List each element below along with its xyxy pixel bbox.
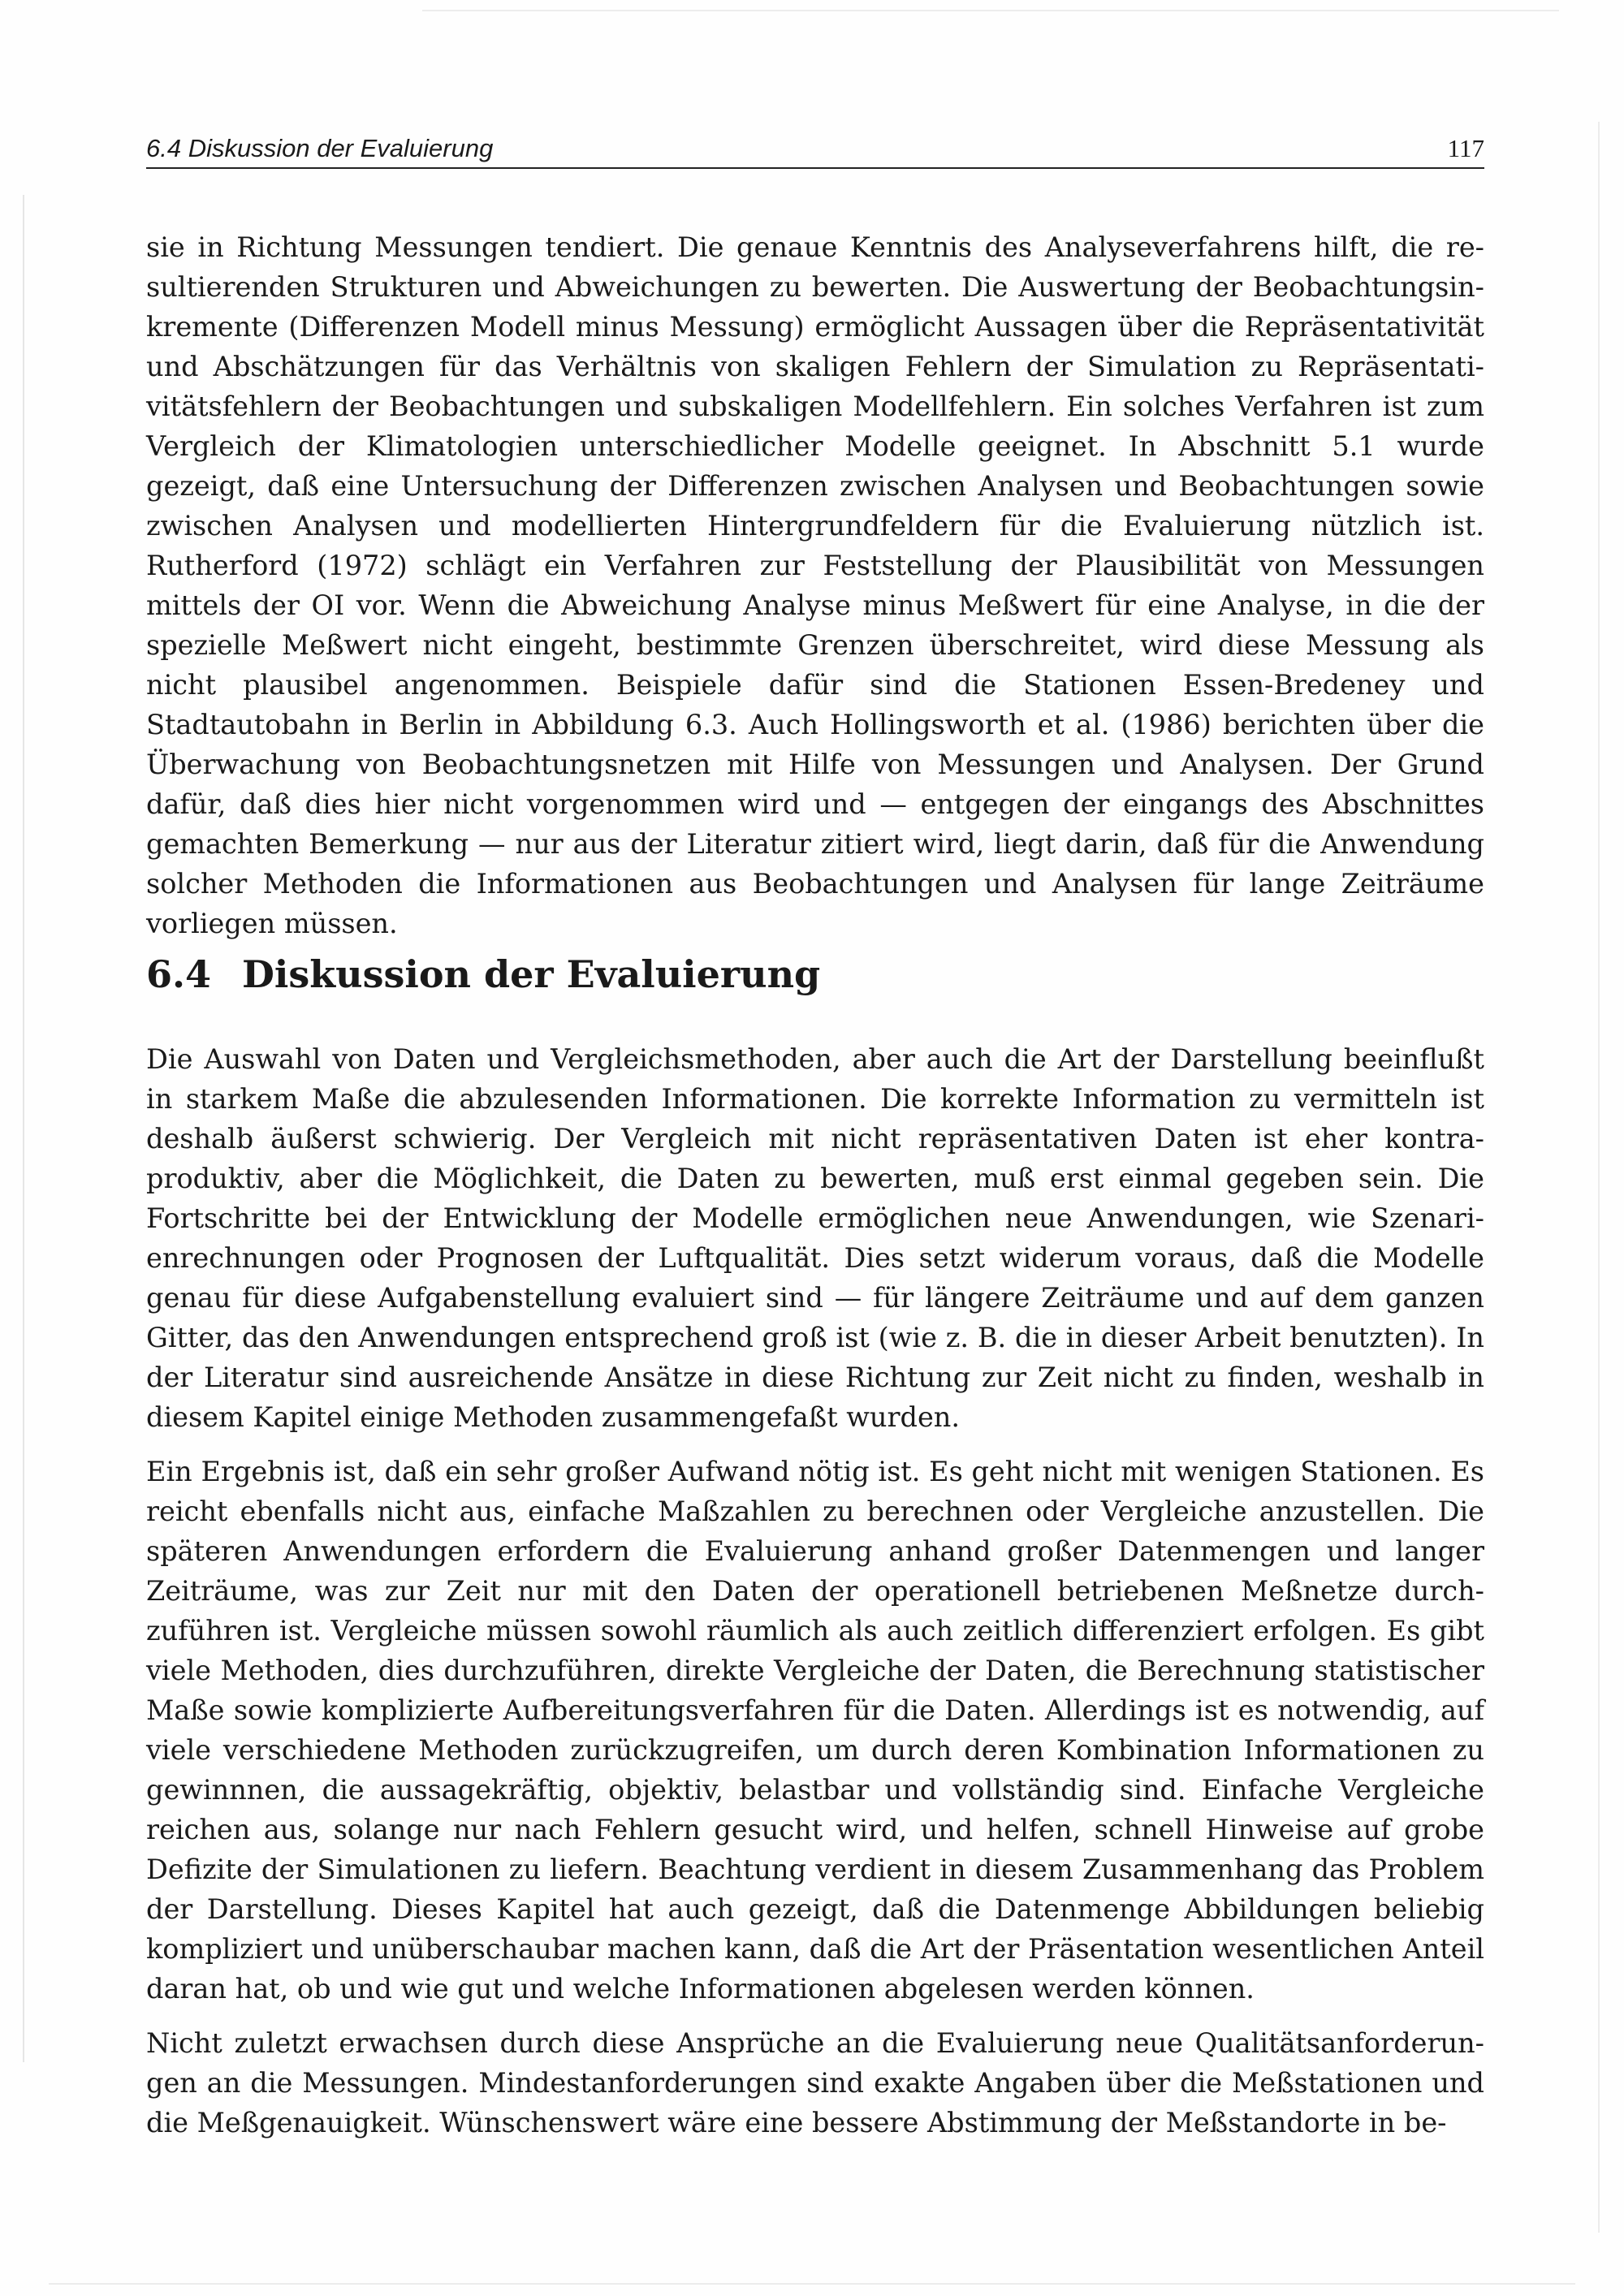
section-title: Diskussion der Evaluierung xyxy=(242,952,821,996)
scan-edge xyxy=(49,2283,1575,2285)
continuation-text xyxy=(146,227,1484,958)
section-number: 6.4 xyxy=(146,952,212,996)
paragraph: Nicht zuletzt erwachsen durch diese Ansprüche an die Evaluierung neue Qualitätsanforderungen an die Messungen. Mindestanforderungen sind exakte Angaben über die Meßstationen und die Meßgenauigkeit. Wünschenswert wäre eine bessere Abstimmung der Meßstandorte in be- xyxy=(146,2027,1484,2138)
section-body xyxy=(146,1039,1484,2157)
section-heading xyxy=(146,950,1484,999)
paragraph: sie in Richtung Messungen tendiert. Die genaue Kenntnis des Analyseverfahrens hilft, die resultierenden Strukturen und Abweichungen zu bewerten. Die Auswertung der Beobachtungsinkremente (Differenzen Modell minus Messung) ermöglicht Aussagen über die Repräsentativität und Abschätzungen für das Verhältnis von skaligen Fehlern der Simulation zu Repräsentativitätsfehlern der Beobachtungen und subskaligen Modellfehlern. Ein solches Verfahren ist zum Vergleich der Klimatologien unterschiedlicher Modelle geeignet. In Abschnitt 5.1 wurde gezeigt, daß eine Untersuchung der Differenzen zwischen Analysen und Beobachtungen sowie zwischen Analysen und modellierten Hintergrundfeldern für die Evaluierung nützlich ist. Rutherford (1972) schlägt ein Verfahren zur Feststellung der Plausibilität von Messungen mittels der OI vor. Wenn die Abweichung Analyse minus Meßwert für eine Analyse, in die der spezielle Meßwert nicht eingeht, bestimmte Grenzen überschreitet, wird diese Messung als nicht plausibel angenommen. Beispiele dafür sind die Stationen Essen-Bredeney und Stadtautobahn in Berlin in Abbildung 6.3. Auch Hollingsworth et al. (1986) berichten über die Überwachung von Beobachtungsnetzen mit Hilfe von Messungen und Analysen. Der Grund dafür, daß dies hier nicht vorgenommen wird und — entgegen der eingangs des Abschnittes gemachten Bemerkung — nur aus der Literatur zitiert wird, liegt darin, daß für die Anwendung solcher Methoden die Informationen aus Beobachtungen und Analysen für lange Zeiträume vorliegen müssen. xyxy=(146,231,1484,939)
page-number: 117 xyxy=(1447,134,1484,162)
running-title: 6.4 Diskussion der Evaluierung xyxy=(146,134,494,162)
scan-edge xyxy=(1598,122,1600,2233)
running-header xyxy=(146,130,1484,169)
paragraph: Ein Ergebnis ist, daß ein sehr großer Aufwand nötig ist. Es geht nicht mit wenigen Stationen. Es reicht ebenfalls nicht aus, einfache Maßzahlen zu berechnen oder Vergleiche anzustellen. Die späteren Anwendungen erfordern die Evaluierung anhand großer Datenmengen und langer Zeiträume, was zur Zeit nur mit den Daten der operationell betriebenen Meßnetze durchzuführen ist. Vergleiche müssen sowohl räumlich als auch zeitlich differenziert erfolgen. Es gibt viele Methoden, dies durchzuführen, direkte Vergleiche der Daten, die Berechnung statistischer Maße sowie komplizierte Aufbereitungsverfahren für die Daten. Allerdings ist es notwendig, auf viele verschiedene Methoden zurückzugreifen, um durch deren Kombination Informationen zu gewinnnen, die aussagekräftig, objektiv, belastbar und vollständig sind. Einfache Vergleiche reichen aus, solange nur nach Fehlern gesucht wird, und helfen, schnell Hinweise auf grobe Defizite der Simulationen zu liefern. Beachtung verdient in diesem Zusammenhang das Problem der Darstellung. Dieses Kapitel hat auch gezeigt, daß die Datenmenge Abbildungen beliebig kompliziert und unüberschaubar machen kann, daß die Art der Präsentation wesentlichen Anteil daran hat, ob und wie gut und welche Informationen abgelesen werden können. xyxy=(146,1456,1484,2005)
scan-edge xyxy=(23,195,24,2062)
scan-edge xyxy=(422,10,1559,11)
paragraph: Die Auswahl von Daten und Vergleichsmethoden, aber auch die Art der Darstellung beeinflußt in starkem Maße die abzulesenden Informationen. Die korrekte Information zu vermitteln ist deshalb äußerst schwierig. Der Vergleich mit nicht repräsentativen Daten ist eher kontraproduktiv, aber die Möglichkeit, die Daten zu bewerten, muß erst einmal gegeben sein. Die Fortschritte bei der Entwicklung der Modelle ermöglichen neue Anwendungen, wie Szenarienrechnungen oder Prognosen der Luftqualität. Dies setzt widerum voraus, daß die Modelle genau für diese Aufgabenstellung evaluiert sind — für längere Zeiträume und auf dem ganzen Gitter, das den Anwendungen entsprechend groß ist (wie z. B. die in dieser Arbeit benutzten). In der Literatur sind ausreichende Ansätze in diese Richtung zur Zeit nicht zu finden, weshalb in diesem Kapitel einige Methoden zusammengefaßt wurden. xyxy=(146,1043,1484,1433)
